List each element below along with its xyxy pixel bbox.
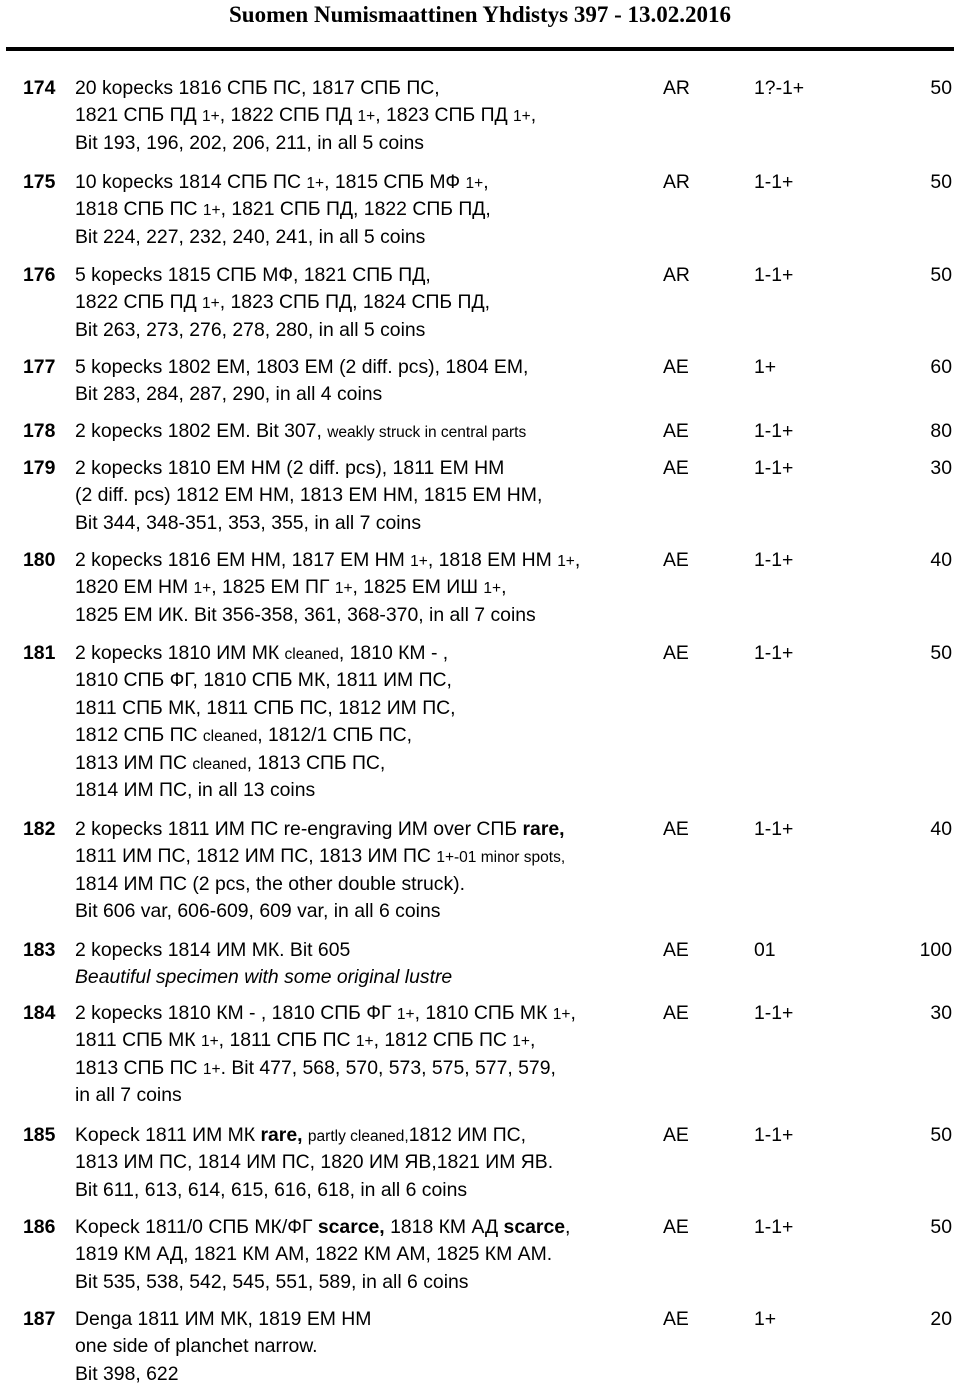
description-text: 1+ [193, 580, 212, 598]
lot-description [75, 75, 665, 157]
lot-description [75, 1214, 665, 1296]
lot-number: 177 [23, 356, 56, 378]
description-text: 1+ [202, 108, 220, 126]
description-text: one side of planchet narrow. [75, 1335, 318, 1358]
lot-price: 50 [930, 171, 952, 193]
description-text: 1811 СПБ МК [75, 1029, 201, 1052]
description-text: , 1811 СПБ ПС [218, 1029, 356, 1052]
lot-price: 30 [930, 457, 952, 479]
lot-number: 186 [23, 1216, 56, 1238]
lot-number: 181 [23, 642, 56, 664]
description-text: , [574, 549, 581, 571]
lot-description [75, 1306, 665, 1388]
description-text: 1+ [512, 1033, 530, 1051]
description-text: , 1821 СПБ ПД, 1822 СПБ ПД, [220, 198, 491, 221]
description-text: Bit 611, 613, 614, 615, 616, 618, in all 6 coins [75, 1178, 468, 1201]
description-text: 2 kopecks 1810 ЕМ НМ (2 diff. pcs), 1811 ЕМ НМ [75, 457, 505, 479]
description-text: rare, [522, 818, 565, 840]
description-text: in all 7 coins [75, 1084, 182, 1107]
description-line [75, 1241, 665, 1268]
description-line [75, 482, 665, 509]
lot-price: 50 [930, 264, 952, 286]
description-text: 2 kopecks 1811 ИМ ПС re-engraving ИМ over СПБ [75, 818, 523, 840]
description-text: 1+ [552, 1006, 571, 1023]
lot-grade: 1-1+ [754, 420, 794, 442]
lot-grade: 1-1+ [754, 642, 794, 664]
description-text: 1+-01 minor spots, [436, 849, 566, 867]
description-line [75, 667, 665, 694]
description-line [75, 898, 665, 925]
lot-metal: AE [663, 457, 689, 479]
description-text: 1819 КМ АД, 1821 КМ АМ, 1822 КМ АМ, 1825 КМ АМ. [75, 1243, 553, 1266]
description-line [75, 1333, 665, 1360]
description-line [75, 1082, 665, 1109]
description-line [75, 418, 665, 445]
description-line [75, 289, 665, 316]
lot-metal: AE [663, 356, 689, 378]
description-line [75, 130, 665, 157]
lot-number: 183 [23, 939, 56, 961]
description-text: Bit 398, 622 [75, 1362, 179, 1385]
description-line [75, 695, 665, 722]
lot-metal: AE [663, 549, 689, 571]
lot-price: 40 [930, 818, 952, 840]
description-text: , 1813 СПБ ПС, [246, 751, 386, 774]
lot-grade: 01 [754, 939, 776, 961]
description-text: 1+ [410, 553, 428, 570]
description-text: 1+ [202, 1060, 221, 1078]
description-text: 2 kopecks 1814 ИМ МК. Bit 605 [75, 939, 351, 961]
description-text: , 1810 СПБ МК [414, 1002, 553, 1024]
catalogue-header: Suomen Numismaattinen Yhdistys 397 - 13.02.2016 [228, 2, 731, 27]
description-text: , 1825 ЕМ ПГ [211, 576, 335, 599]
description-text: Kopeck 1811 ИМ МК [75, 1124, 261, 1146]
lot-number: 182 [23, 818, 56, 840]
lot-metal: AR [663, 264, 690, 286]
description-line [75, 1000, 665, 1027]
description-text: Denga 1811 ИМ МК, 1819 ЕМ НМ [75, 1308, 372, 1330]
description-text: rare, [260, 1124, 303, 1146]
lot-number: 178 [23, 420, 56, 442]
description-line [75, 574, 665, 601]
description-text: , 1810 КМ - , [338, 642, 449, 664]
lot-description [75, 547, 665, 629]
description-text: 2 kopecks 1802 ЕМ. Bit 307, [75, 420, 328, 442]
description-text: 1+ [357, 108, 376, 126]
lot-metal: AR [663, 171, 690, 193]
description-line [75, 964, 665, 991]
description-line [75, 169, 665, 196]
lot-description [75, 816, 665, 926]
description-text: Bit 193, 196, 202, 206, 211, in all 5 coins [75, 131, 424, 154]
lot-grade: 1-1+ [754, 1124, 794, 1146]
lot-description [75, 354, 665, 409]
description-line [75, 224, 665, 251]
lot-price: 60 [930, 356, 952, 378]
description-line [75, 816, 665, 843]
lot-metal: AE [663, 939, 689, 961]
description-line [75, 262, 665, 289]
description-text: , 1812/1 СПБ ПС, [257, 724, 413, 747]
lot-grade: 1-1+ [754, 171, 794, 193]
description-text: 10 kopecks 1814 СПБ ПС [75, 171, 307, 193]
description-text: 1+ [483, 580, 502, 598]
description-text: 1+ [513, 108, 531, 126]
description-text: cleaned [202, 728, 258, 746]
description-text: 20 kopecks 1816 СПБ ПС, 1817 СПБ ПС, [75, 77, 440, 99]
description-text: , [501, 576, 507, 599]
description-text: 1+ [306, 175, 325, 192]
lot-number: 179 [23, 457, 56, 479]
lot-price: 50 [930, 1216, 952, 1238]
lot-description [75, 1122, 665, 1204]
lot-number: 180 [23, 549, 56, 571]
description-text: 1+ [202, 295, 220, 313]
description-line [75, 1306, 665, 1333]
description-line [75, 1027, 665, 1054]
lot-grade: 1-1+ [754, 549, 794, 571]
description-text: , [530, 104, 537, 127]
lot-price: 50 [930, 77, 952, 99]
lot-grade: 1-1+ [754, 264, 794, 286]
lot-price: 80 [930, 420, 952, 442]
lot-grade: 1+ [754, 1308, 777, 1330]
description-text: , 1823 СПБ ПД [375, 104, 514, 127]
description-line [75, 1214, 665, 1241]
description-text: 2 kopecks 1816 ЕМ НМ, 1817 ЕМ НМ [75, 549, 411, 571]
description-text: 2 kopecks 1810 ИМ МК [75, 642, 285, 664]
lot-description [75, 455, 665, 537]
lot-description [75, 418, 665, 445]
lot-number: 187 [23, 1308, 56, 1330]
description-line [75, 196, 665, 223]
description-text: weakly struck in central parts [327, 424, 527, 441]
description-text: 1+ [557, 553, 575, 570]
lot-description [75, 169, 665, 251]
lot-price: 20 [930, 1308, 952, 1330]
description-text: , 1823 СПБ ПД, 1824 СПБ ПД, [219, 291, 490, 314]
description-text: 1+ [200, 1033, 219, 1051]
description-text: , 1825 ЕМ ИШ [352, 576, 484, 599]
lot-metal: AE [663, 1124, 689, 1146]
description-text: , [570, 1002, 576, 1024]
description-text: , [529, 1029, 536, 1052]
lot-price: 40 [930, 549, 952, 571]
lot-metal: AE [663, 420, 689, 442]
description-line [75, 777, 665, 804]
description-text: 1825 ЕМ ИК. Bit 356-358, 361, 368-370, in all 7 coins [75, 603, 536, 626]
lot-description [75, 1000, 665, 1110]
description-line [75, 640, 665, 667]
description-line [75, 455, 665, 482]
description-text: 1813 ИМ ПС, 1814 ИМ ПС, 1820 ИМ ЯВ,1821 ИМ ЯВ. [75, 1151, 554, 1174]
description-text: 1811 СПБ МК, 1811 СПБ ПС, 1812 ИМ ПС, [75, 696, 456, 719]
header-divider [6, 47, 954, 51]
description-text: Kopeck 1811/0 СПБ МК/ФГ [75, 1216, 318, 1238]
description-text: 1+ [465, 175, 484, 192]
description-text: cleaned [284, 646, 339, 663]
description-text: Bit 535, 538, 542, 545, 551, 589, in all 6 coins [75, 1270, 469, 1293]
lot-grade: 1-1+ [754, 1002, 794, 1024]
lot-number: 184 [23, 1002, 56, 1024]
description-line [75, 102, 665, 129]
description-text: 1822 СПБ ПД [75, 291, 203, 314]
lot-description [75, 640, 665, 804]
lot-number: 176 [23, 264, 56, 286]
description-line [75, 750, 665, 777]
lot-description [75, 937, 665, 992]
lot-metal: AE [663, 1216, 689, 1238]
lot-grade: 1-1+ [754, 1216, 794, 1238]
lot-number: 185 [23, 1124, 56, 1146]
lot-number: 174 [23, 77, 56, 99]
description-text: 1813 СПБ ПС [75, 1056, 203, 1079]
description-text: 1+ [202, 202, 221, 220]
description-text: 1821 СПБ ПД [75, 104, 203, 127]
lot-grade: 1-1+ [754, 818, 794, 840]
description-text: 1814 ИМ ПС (2 pcs, the other double struck). [75, 872, 466, 895]
lot-price: 50 [930, 642, 952, 664]
description-line [75, 1122, 665, 1149]
description-text: 1811 ИМ ПС, 1812 ИМ ПС, 1813 ИМ ПС [75, 845, 437, 868]
lot-grade: 1+ [754, 356, 777, 378]
description-text: scarce [503, 1216, 566, 1238]
lot-metal: AE [663, 1002, 689, 1024]
lot-metal: AR [663, 77, 690, 99]
description-line [75, 75, 665, 102]
description-text: 1812 ИМ ПС, [408, 1124, 527, 1146]
lot-price: 50 [930, 1124, 952, 1146]
lot-number: 175 [23, 171, 56, 193]
description-line [75, 722, 665, 749]
description-line [75, 1177, 665, 1204]
lot-grade: 1-1+ [754, 457, 794, 479]
description-text: cleaned [192, 755, 247, 773]
lot-price: 30 [930, 1002, 952, 1024]
description-text: 1810 СПБ ФГ, 1810 СПБ МК, 1811 ИМ ПС, [75, 669, 452, 692]
description-line [75, 1149, 665, 1176]
description-line [75, 547, 665, 574]
description-text: Bit 263, 273, 276, 278, 280, in all 5 coins [75, 318, 426, 341]
description-text: 5 kopecks 1802 ЕМ, 1803 ЕМ (2 diff. pcs), 1804 ЕМ, [75, 356, 529, 378]
description-text: , 1822 СПБ ПД [219, 104, 358, 127]
description-text: Bit 283, 284, 287, 290, in all 4 coins [75, 383, 383, 406]
description-text: partly cleaned, [307, 1128, 409, 1145]
description-text: 1820 ЕМ НМ [75, 576, 194, 599]
description-text: 5 kopecks 1815 СПБ МФ, 1821 СПБ ПД, [75, 264, 431, 286]
description-text: , 1812 СПБ ПС [373, 1029, 513, 1052]
description-text: , 1815 СПБ МФ [324, 171, 466, 193]
description-text: 1814 ИМ ПС, in all 13 coins [75, 778, 316, 801]
description-line [75, 602, 665, 629]
description-line [75, 1269, 665, 1296]
description-text: 1+ [334, 580, 353, 598]
description-text: 1813 ИМ ПС [75, 751, 193, 774]
description-text: , [483, 171, 489, 193]
lot-metal: AE [663, 1308, 689, 1330]
description-text: (2 diff. pcs) 1812 ЕМ НМ, 1813 ЕМ НМ, 1815 ЕМ НМ, [75, 484, 543, 507]
description-text: 1818 СПБ ПС [75, 198, 203, 221]
description-text: . Bit 477, 568, 570, 573, 575, 577, 579, [220, 1056, 556, 1079]
lot-description [75, 262, 665, 344]
description-line [75, 871, 665, 898]
lot-price: 100 [919, 939, 952, 961]
description-text: 2 kopecks 1810 КМ - , 1810 СПБ ФГ [75, 1002, 397, 1024]
description-text: 1+ [355, 1033, 374, 1051]
description-text: Bit 344, 348-351, 353, 355, in all 7 coins [75, 511, 422, 534]
description-text: scarce, [317, 1216, 385, 1238]
description-line [75, 510, 665, 537]
description-line [75, 937, 665, 964]
lot-grade: 1?-1+ [754, 77, 805, 99]
lot-metal: AE [663, 642, 689, 664]
description-line [75, 1361, 665, 1388]
description-text: Bit 606 var, 606-609, 609 var, in all 6 coins [75, 900, 441, 923]
description-text: Beautiful specimen with some original lustre [75, 966, 453, 989]
description-line [75, 843, 665, 870]
description-line [75, 1055, 665, 1082]
description-text: 1812 СПБ ПС [75, 724, 203, 747]
description-text: Bit 224, 227, 232, 240, 241, in all 5 coins [75, 225, 426, 248]
lot-metal: AE [663, 818, 689, 840]
description-text: , [565, 1216, 571, 1238]
description-line [75, 354, 665, 381]
description-text: 1818 КМ АД [384, 1216, 504, 1238]
description-text: , 1818 ЕМ НМ [427, 549, 558, 571]
description-text: 1+ [396, 1006, 415, 1023]
description-line [75, 381, 665, 408]
description-line [75, 317, 665, 344]
